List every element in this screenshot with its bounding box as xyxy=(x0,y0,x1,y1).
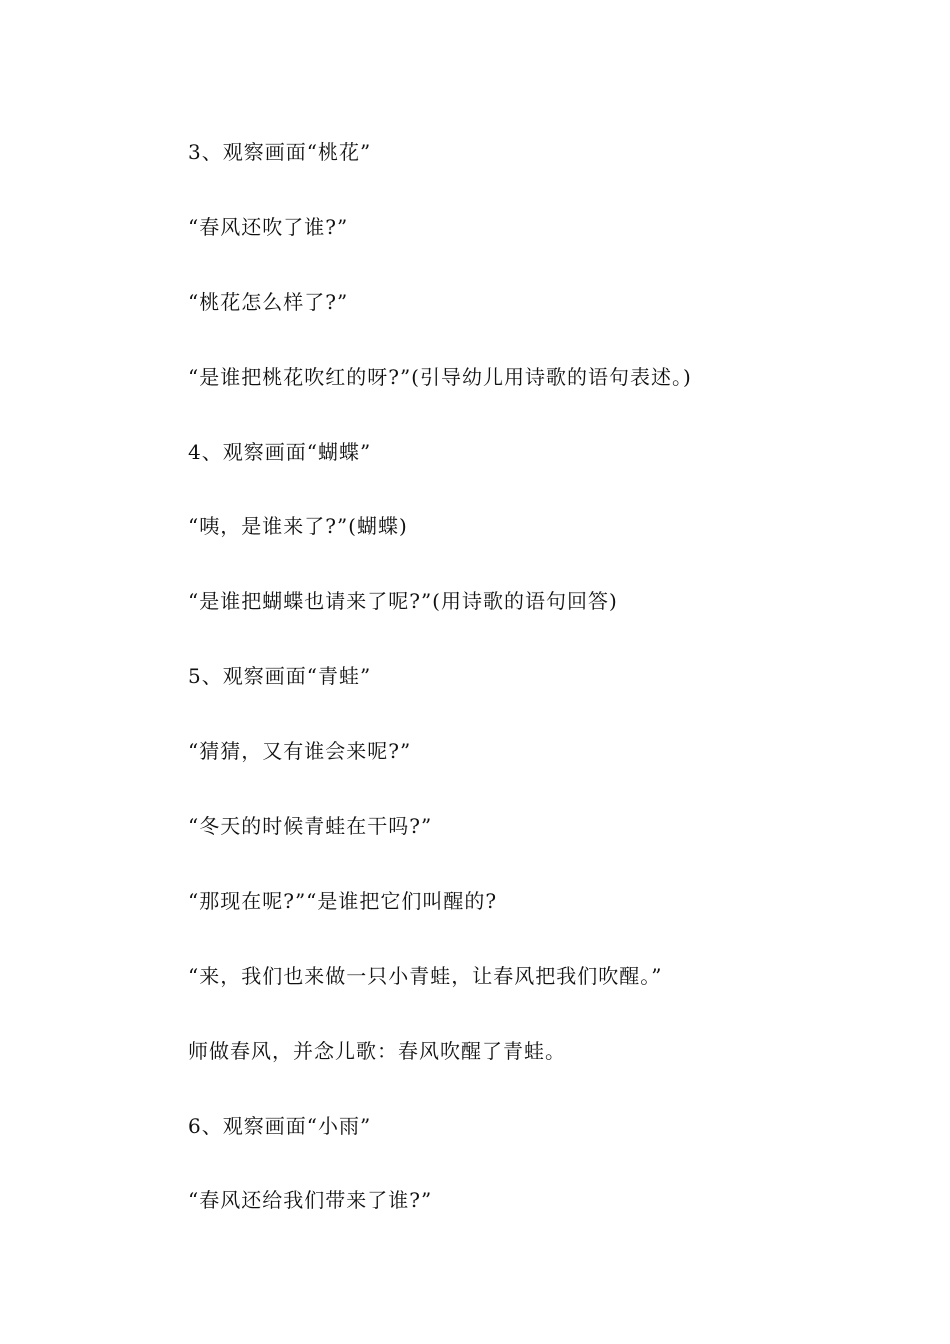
question-line: “是谁把蝴蝶也请来了呢?”(用诗歌的语句回答) xyxy=(188,589,618,614)
question-line: “那现在呢?”“是谁把它们叫醒的? xyxy=(188,888,498,913)
heading-butterfly: 4、观察画面“蝴蝶” xyxy=(188,439,372,464)
instruction-line: 师做春风，并念儿歌：春风吹醒了青蛙。 xyxy=(188,1038,566,1063)
document-body xyxy=(188,131,888,1254)
question-line: “桃花怎么样了?” xyxy=(188,289,349,314)
heading-peach-blossom: 3、观察画面“桃花” xyxy=(188,140,372,164)
question-line: “春风还吹了谁?” xyxy=(188,214,349,239)
question-line: “咦，是谁来了?”(蝴蝶) xyxy=(188,514,408,539)
question-line: “春风还给我们带来了谁?” xyxy=(188,1188,433,1213)
question-line: “来，我们也来做一只小青蛙，让春风把我们吹醒。” xyxy=(188,963,663,988)
heading-rain: 6、观察画面“小雨” xyxy=(188,1113,372,1138)
question-line: “是谁把桃花吹红的呀?”(引导幼儿用诗歌的语句表述。) xyxy=(188,364,692,389)
question-line: “冬天的时候青蛙在干吗?” xyxy=(188,814,433,839)
heading-frog: 5、观察画面“青蛙” xyxy=(188,664,372,689)
question-line: “猜猜，又有谁会来呢?” xyxy=(188,739,412,764)
